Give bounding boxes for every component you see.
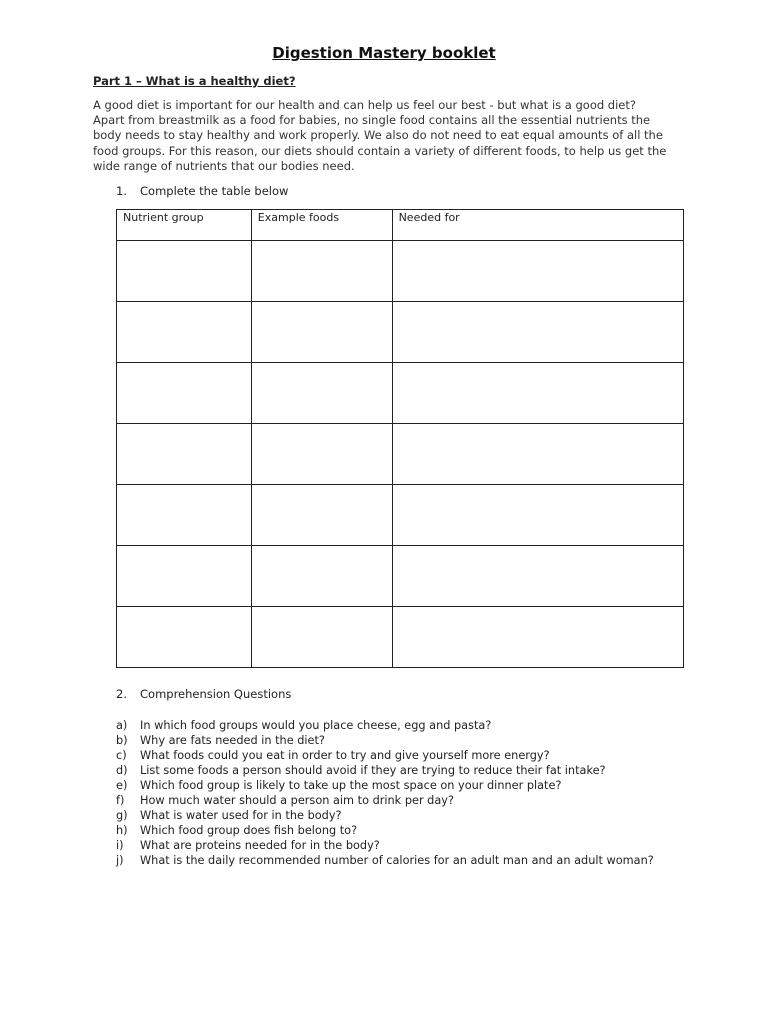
cell-needed-for[interactable]: [392, 607, 683, 668]
table-row: [117, 607, 684, 668]
header-needed-for: Needed for: [392, 210, 683, 241]
cell-needed-for[interactable]: [392, 363, 683, 424]
cell-nutrient-group[interactable]: [117, 302, 252, 363]
question-text: What is the daily recommended number of calories for an adult man and an adult woman?: [140, 854, 654, 867]
question-number: 2.: [116, 687, 127, 701]
cell-needed-for[interactable]: [392, 546, 683, 607]
cell-nutrient-group[interactable]: [117, 363, 252, 424]
cell-nutrient-group[interactable]: [117, 607, 252, 668]
cell-needed-for[interactable]: [392, 302, 683, 363]
table-row: [117, 546, 684, 607]
cell-example-foods[interactable]: [251, 546, 392, 607]
list-item: [116, 793, 716, 808]
list-item: [116, 733, 716, 748]
cell-example-foods[interactable]: [251, 302, 392, 363]
table-row: [117, 363, 684, 424]
question-letter: b): [116, 734, 128, 747]
part-heading: Part 1 – What is a healthy diet?: [93, 74, 296, 88]
question-letter: h): [116, 824, 128, 837]
list-item: [116, 823, 716, 838]
list-item: [116, 718, 716, 733]
list-item: [116, 808, 716, 823]
cell-nutrient-group[interactable]: [117, 241, 252, 302]
table-row: [117, 241, 684, 302]
question-number: 1.: [116, 184, 127, 198]
question-letter: g): [116, 809, 128, 822]
intro-paragraph: [93, 98, 693, 174]
question-label: Comprehension Questions: [140, 687, 292, 701]
question-letter: a): [116, 719, 128, 732]
question-text: In which food groups would you place cheese, egg and pasta?: [140, 719, 492, 732]
header-example-foods: Example foods: [251, 210, 392, 241]
intro-line: body needs to stay healthy and work properly. We also do not need to eat equal amounts of all the: [93, 128, 663, 143]
question-2-heading: [116, 687, 291, 701]
list-item: [116, 748, 716, 763]
list-item: [116, 838, 716, 853]
cell-example-foods[interactable]: [251, 363, 392, 424]
question-label: Complete the table below: [140, 184, 289, 198]
cell-example-foods[interactable]: [251, 607, 392, 668]
cell-nutrient-group[interactable]: [117, 485, 252, 546]
question-letter: e): [116, 779, 128, 792]
page-title: Digestion Mastery booklet: [272, 44, 496, 62]
question-text: Why are fats needed in the diet?: [140, 734, 325, 747]
question-text: What are proteins needed for in the body?: [140, 839, 380, 852]
question-text: How much water should a person aim to drink per day?: [140, 794, 454, 807]
question-text: List some foods a person should avoid if they are trying to reduce their fat intake?: [140, 764, 606, 777]
cell-needed-for[interactable]: [392, 485, 683, 546]
cell-example-foods[interactable]: [251, 485, 392, 546]
cell-needed-for[interactable]: [392, 241, 683, 302]
comprehension-questions: [116, 718, 716, 868]
intro-line: wide range of nutrients that our bodies need.: [93, 158, 355, 173]
intro-line: food groups. For this reason, our diets should contain a variety of different foods, to help us get the: [93, 143, 667, 158]
table-row: [117, 485, 684, 546]
question-letter: j): [116, 854, 124, 867]
list-item: [116, 853, 716, 868]
question-letter: f): [116, 794, 125, 807]
header-nutrient-group: Nutrient group: [117, 210, 252, 241]
question-text: What foods could you eat in order to try and give yourself more energy?: [140, 749, 550, 762]
nutrient-table: [116, 209, 684, 668]
list-item: [116, 763, 716, 778]
intro-line: Apart from breastmilk as a food for babies, no single food contains all the essential nutrients the: [93, 113, 651, 128]
table-row: [117, 424, 684, 485]
question-1-heading: [116, 184, 288, 198]
table-row: [117, 302, 684, 363]
cell-nutrient-group[interactable]: [117, 546, 252, 607]
list-item: [116, 778, 716, 793]
table-header-row: [117, 210, 684, 241]
question-text: Which food group does fish belong to?: [140, 824, 358, 837]
intro-line: A good diet is important for our health and can help us feel our best - but what is a good diet?: [93, 98, 636, 112]
question-letter: d): [116, 764, 128, 777]
question-letter: i): [116, 839, 124, 852]
cell-example-foods[interactable]: [251, 424, 392, 485]
cell-needed-for[interactable]: [392, 424, 683, 485]
question-text: Which food group is likely to take up the most space on your dinner plate?: [140, 779, 562, 792]
question-letter: c): [116, 749, 127, 762]
question-text: What is water used for in the body?: [140, 809, 342, 822]
cell-example-foods[interactable]: [251, 241, 392, 302]
cell-nutrient-group[interactable]: [117, 424, 252, 485]
